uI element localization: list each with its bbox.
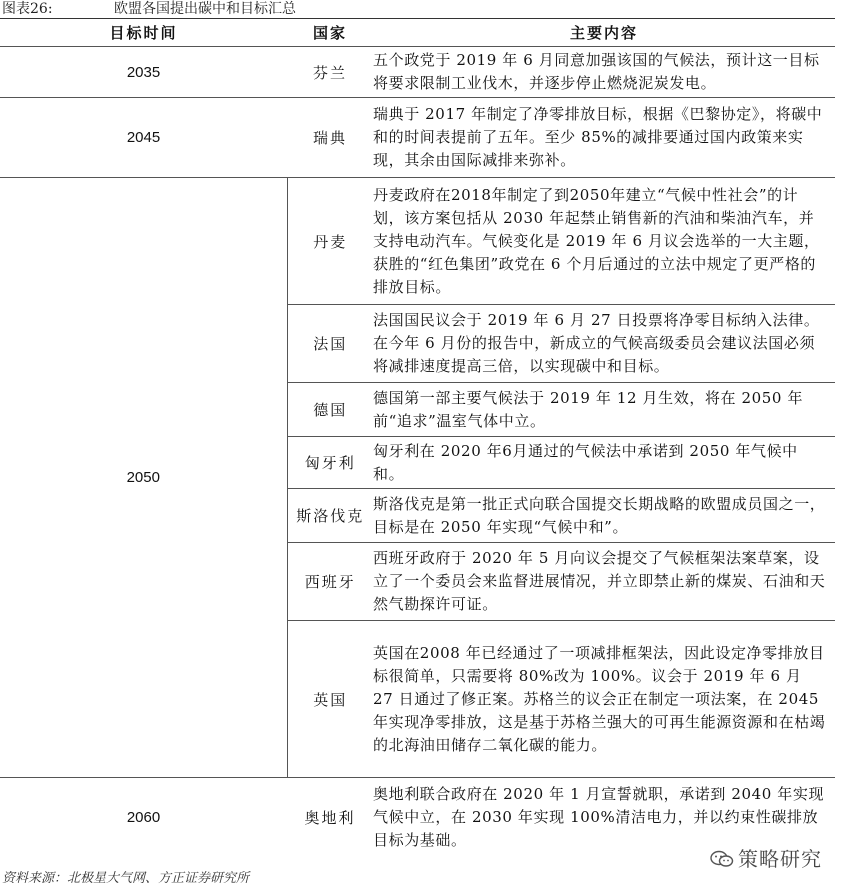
targets-table [0, 19, 835, 858]
table-row [0, 47, 835, 98]
content-cell-france: 法国国民议会于 2019 年 6 月 27 日投票将净零目标纳入法律。在今年 6 月份的报告中，新成立的气候高级委员会建议法国必须将减排速度提高三倍，以实现碳中和目标。 [373, 305, 835, 383]
figure-title [2, 0, 296, 18]
watermark-text: 策略研究 [738, 847, 822, 871]
source-note: 资料来源：北极星大气网、方正证券研究所 [2, 871, 250, 886]
figure-title-text: 欧盟各国提出碳中和目标汇总 [114, 1, 296, 17]
year-cell-2050: 2050 [0, 178, 287, 778]
country-cell-slovakia: 斯洛伐克 [287, 489, 373, 543]
country-cell-finland: 芬兰 [287, 47, 373, 98]
table-row [0, 178, 835, 305]
country-cell-france: 法国 [287, 305, 373, 383]
content-cell-austria: 奥地利联合政府在 2020 年 1 月宣誓就职，承诺到 2040 年实现气候中立，在 2030 年实现 100%清洁电力，并以约束性碳排放目标为基础。 [373, 785, 825, 850]
content-cell-slovakia: 斯洛伐克是第一批正式向联合国提交长期战略的欧盟成员国之一，目标是在 2050 年实现“气候中和”。 [373, 489, 835, 543]
year-cell-2045: 2045 [0, 98, 287, 178]
content-cell-germany: 德国第一部主要气候法于 2019 年 12 月生效，将在 2050 年前“追求”温室气体中立。 [373, 383, 835, 437]
country-cell-denmark: 丹麦 [287, 178, 373, 305]
country-cell-austria: 奥地利 [304, 809, 356, 828]
content-cell-hungary: 匈牙利在 2020 年6月通过的气候法中承诺到 2050 年气候中和。 [373, 437, 835, 489]
year-cell-2060: 2060 [126, 809, 161, 827]
country-cell-spain: 西班牙 [287, 543, 373, 621]
table-row [0, 98, 835, 178]
header-main-content: 主要内容 [373, 19, 835, 47]
content-cell-denmark: 丹麦政府在2018年制定了到2050年建立“气候中性社会”的计划，该方案包括从 2030 年起禁止销售新的汽油和柴油汽车，并支持电动汽车。气候变化是 2019 年 6 月议会选举的一大主题，获胜的“红色集团”政党在 6 个月后通过的立法中规定了更严格的排放目标。 [373, 178, 835, 305]
wechat-icon [710, 848, 734, 866]
table-header-row [0, 19, 835, 47]
country-cell-sweden: 瑞典 [287, 98, 373, 178]
country-cell-uk: 英国 [287, 621, 373, 778]
content-cell-spain: 西班牙政府于 2020 年 5 月向议会提交了气候框架法案草案，设立了一个委员会来监督进展情况，并立即禁止新的煤炭、石油和天然气勘探许可证。 [373, 543, 835, 621]
content-cell-uk: 英国在2008 年已经通过了一项减排框架法，因此设定净零排放目标很简单，只需要将 80%改为 100%。议会于 2019 年 6 月 27 日通过了修正案。苏格兰的议会正在制定一项法案，在 2045 年实现净零排放，这是基于苏格兰强大的可再生能源资源和在枯竭的北海油田储存二氧化碳的能力。 [373, 621, 835, 778]
country-cell-germany: 德国 [287, 383, 373, 437]
content-cell-finland: 五个政党于 2019 年 6 月同意加强该国的气候法，预计这一目标将要求限制工业伐木，并逐步停止燃烧泥炭发电。 [373, 47, 835, 98]
country-cell-hungary: 匈牙利 [287, 437, 373, 489]
figure-label: 图表26: [2, 1, 53, 17]
header-country: 国家 [287, 19, 373, 47]
header-target-year: 目标时间 [0, 19, 287, 47]
content-cell-sweden: 瑞典于 2017 年制定了净零排放目标，根据《巴黎协定》，将碳中和的时间表提前了五年。至少 85%的减排要通过国内政策来实现，其余由国际减排来弥补。 [373, 98, 835, 178]
watermark [710, 846, 822, 872]
year-cell-2035: 2035 [0, 47, 287, 98]
